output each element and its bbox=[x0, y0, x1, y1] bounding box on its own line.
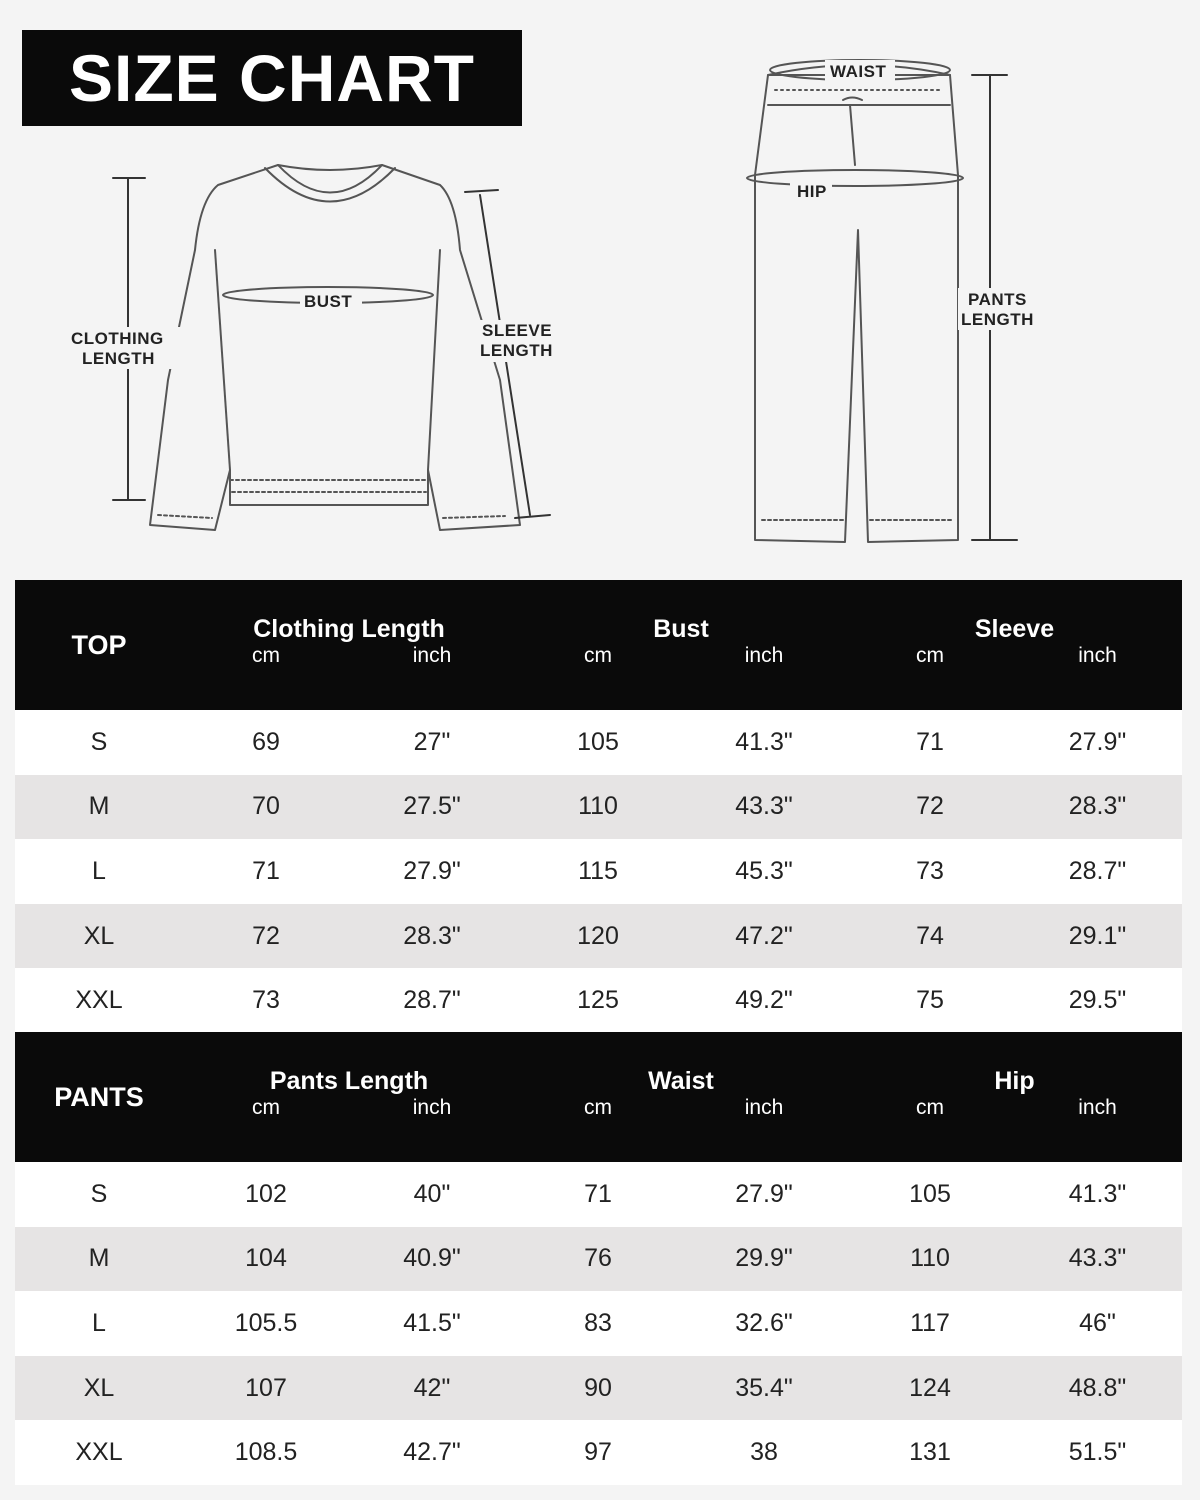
size-cell: L bbox=[15, 1291, 183, 1356]
waist-label: WAIST bbox=[830, 62, 887, 81]
table-cell: 27.9" bbox=[681, 1162, 847, 1227]
table-cell: 124 bbox=[847, 1356, 1013, 1421]
table-row bbox=[15, 1162, 1182, 1227]
unit-header: inch bbox=[1013, 644, 1182, 710]
table-cell: 35.4" bbox=[681, 1356, 847, 1421]
table-cell: 75 bbox=[847, 968, 1013, 1033]
table-cell: 48.8" bbox=[1013, 1356, 1182, 1421]
pants-group-header: Pants Length bbox=[183, 1032, 515, 1096]
top-group-header: Bust bbox=[515, 580, 847, 644]
size-cell: XL bbox=[15, 1356, 183, 1421]
table-cell: 29.5" bbox=[1013, 968, 1182, 1033]
top-group-header: Clothing Length bbox=[183, 580, 515, 644]
unit-header: inch bbox=[681, 1096, 847, 1162]
pants-size-table bbox=[15, 1032, 1182, 1485]
table-cell: 117 bbox=[847, 1291, 1013, 1356]
table-cell: 73 bbox=[847, 839, 1013, 904]
top-size-table bbox=[15, 580, 1182, 1033]
table-cell: 43.3" bbox=[681, 775, 847, 840]
size-cell: M bbox=[15, 775, 183, 840]
table-cell: 108.5 bbox=[183, 1420, 349, 1485]
size-cell: XL bbox=[15, 904, 183, 969]
page-title: SIZE CHART bbox=[22, 30, 522, 126]
table-cell: 71 bbox=[183, 839, 349, 904]
garment-diagram bbox=[0, 0, 1200, 570]
top-group-header: Sleeve bbox=[847, 580, 1182, 644]
pants-length-label-1: PANTS bbox=[968, 290, 1027, 309]
size-cell: XXL bbox=[15, 1420, 183, 1485]
table-cell: 27.9" bbox=[349, 839, 515, 904]
table-cell: 104 bbox=[183, 1227, 349, 1292]
pants-length-label-2: LENGTH bbox=[961, 310, 1034, 329]
table-cell: 131 bbox=[847, 1420, 1013, 1485]
table-cell: 28.7" bbox=[1013, 839, 1182, 904]
unit-header: inch bbox=[1013, 1096, 1182, 1162]
table-cell: 120 bbox=[515, 904, 681, 969]
table-row bbox=[15, 968, 1182, 1033]
sweater-outline bbox=[150, 165, 520, 530]
table-cell: 90 bbox=[515, 1356, 681, 1421]
table-cell: 27.5" bbox=[349, 775, 515, 840]
table-cell: 102 bbox=[183, 1162, 349, 1227]
unit-header: inch bbox=[349, 1096, 515, 1162]
table-row bbox=[15, 775, 1182, 840]
table-row bbox=[15, 1291, 1182, 1356]
table-cell: 41.5" bbox=[349, 1291, 515, 1356]
size-cell: L bbox=[15, 839, 183, 904]
table-cell: 105.5 bbox=[183, 1291, 349, 1356]
size-cell: S bbox=[15, 710, 183, 775]
table-cell: 72 bbox=[847, 775, 1013, 840]
table-cell: 47.2" bbox=[681, 904, 847, 969]
unit-header: cm bbox=[515, 644, 681, 710]
table-cell: 40.9" bbox=[349, 1227, 515, 1292]
table-cell: 110 bbox=[515, 775, 681, 840]
pants-group-header: Waist bbox=[515, 1032, 847, 1096]
table-cell: 107 bbox=[183, 1356, 349, 1421]
table-cell: 38 bbox=[681, 1420, 847, 1485]
table-cell: 40" bbox=[349, 1162, 515, 1227]
size-cell: XXL bbox=[15, 968, 183, 1033]
top-section-label: TOP bbox=[15, 580, 183, 710]
table-row bbox=[15, 1227, 1182, 1292]
table-cell: 46" bbox=[1013, 1291, 1182, 1356]
unit-header: cm bbox=[183, 1096, 349, 1162]
table-cell: 115 bbox=[515, 839, 681, 904]
table-cell: 41.3" bbox=[1013, 1162, 1182, 1227]
table-cell: 70 bbox=[183, 775, 349, 840]
table-cell: 105 bbox=[847, 1162, 1013, 1227]
table-cell: 29.1" bbox=[1013, 904, 1182, 969]
table-row bbox=[15, 1356, 1182, 1421]
table-cell: 28.3" bbox=[349, 904, 515, 969]
size-cell: M bbox=[15, 1227, 183, 1292]
table-cell: 125 bbox=[515, 968, 681, 1033]
table-cell: 76 bbox=[515, 1227, 681, 1292]
pants-group-header: Hip bbox=[847, 1032, 1182, 1096]
sleeve-length-label-2: LENGTH bbox=[480, 341, 553, 360]
pants-outline bbox=[755, 75, 958, 542]
table-cell: 69 bbox=[183, 710, 349, 775]
table-cell: 83 bbox=[515, 1291, 681, 1356]
unit-header: inch bbox=[681, 644, 847, 710]
unit-header: inch bbox=[349, 644, 515, 710]
table-row bbox=[15, 839, 1182, 904]
table-cell: 73 bbox=[183, 968, 349, 1033]
table-cell: 42" bbox=[349, 1356, 515, 1421]
unit-header: cm bbox=[183, 644, 349, 710]
table-cell: 42.7" bbox=[349, 1420, 515, 1485]
unit-header: cm bbox=[847, 644, 1013, 710]
table-cell: 71 bbox=[515, 1162, 681, 1227]
table-cell: 51.5" bbox=[1013, 1420, 1182, 1485]
table-cell: 105 bbox=[515, 710, 681, 775]
unit-header: cm bbox=[515, 1096, 681, 1162]
table-cell: 74 bbox=[847, 904, 1013, 969]
table-row bbox=[15, 710, 1182, 775]
pants-section-label: PANTS bbox=[15, 1032, 183, 1162]
table-cell: 28.3" bbox=[1013, 775, 1182, 840]
table-cell: 29.9" bbox=[681, 1227, 847, 1292]
table-cell: 43.3" bbox=[1013, 1227, 1182, 1292]
table-cell: 97 bbox=[515, 1420, 681, 1485]
table-row bbox=[15, 904, 1182, 969]
bust-label: BUST bbox=[304, 292, 353, 311]
table-cell: 27" bbox=[349, 710, 515, 775]
size-cell: S bbox=[15, 1162, 183, 1227]
table-cell: 41.3" bbox=[681, 710, 847, 775]
table-cell: 72 bbox=[183, 904, 349, 969]
table-row bbox=[15, 1420, 1182, 1485]
unit-header: cm bbox=[847, 1096, 1013, 1162]
table-cell: 49.2" bbox=[681, 968, 847, 1033]
table-cell: 27.9" bbox=[1013, 710, 1182, 775]
sleeve-length-label-1: SLEEVE bbox=[482, 321, 553, 340]
table-cell: 28.7" bbox=[349, 968, 515, 1033]
clothing-length-label-2: LENGTH bbox=[82, 349, 155, 368]
table-cell: 32.6" bbox=[681, 1291, 847, 1356]
clothing-length-label-1: CLOTHING bbox=[71, 329, 164, 348]
table-cell: 71 bbox=[847, 710, 1013, 775]
table-cell: 45.3" bbox=[681, 839, 847, 904]
hip-label: HIP bbox=[797, 182, 827, 201]
table-cell: 110 bbox=[847, 1227, 1013, 1292]
